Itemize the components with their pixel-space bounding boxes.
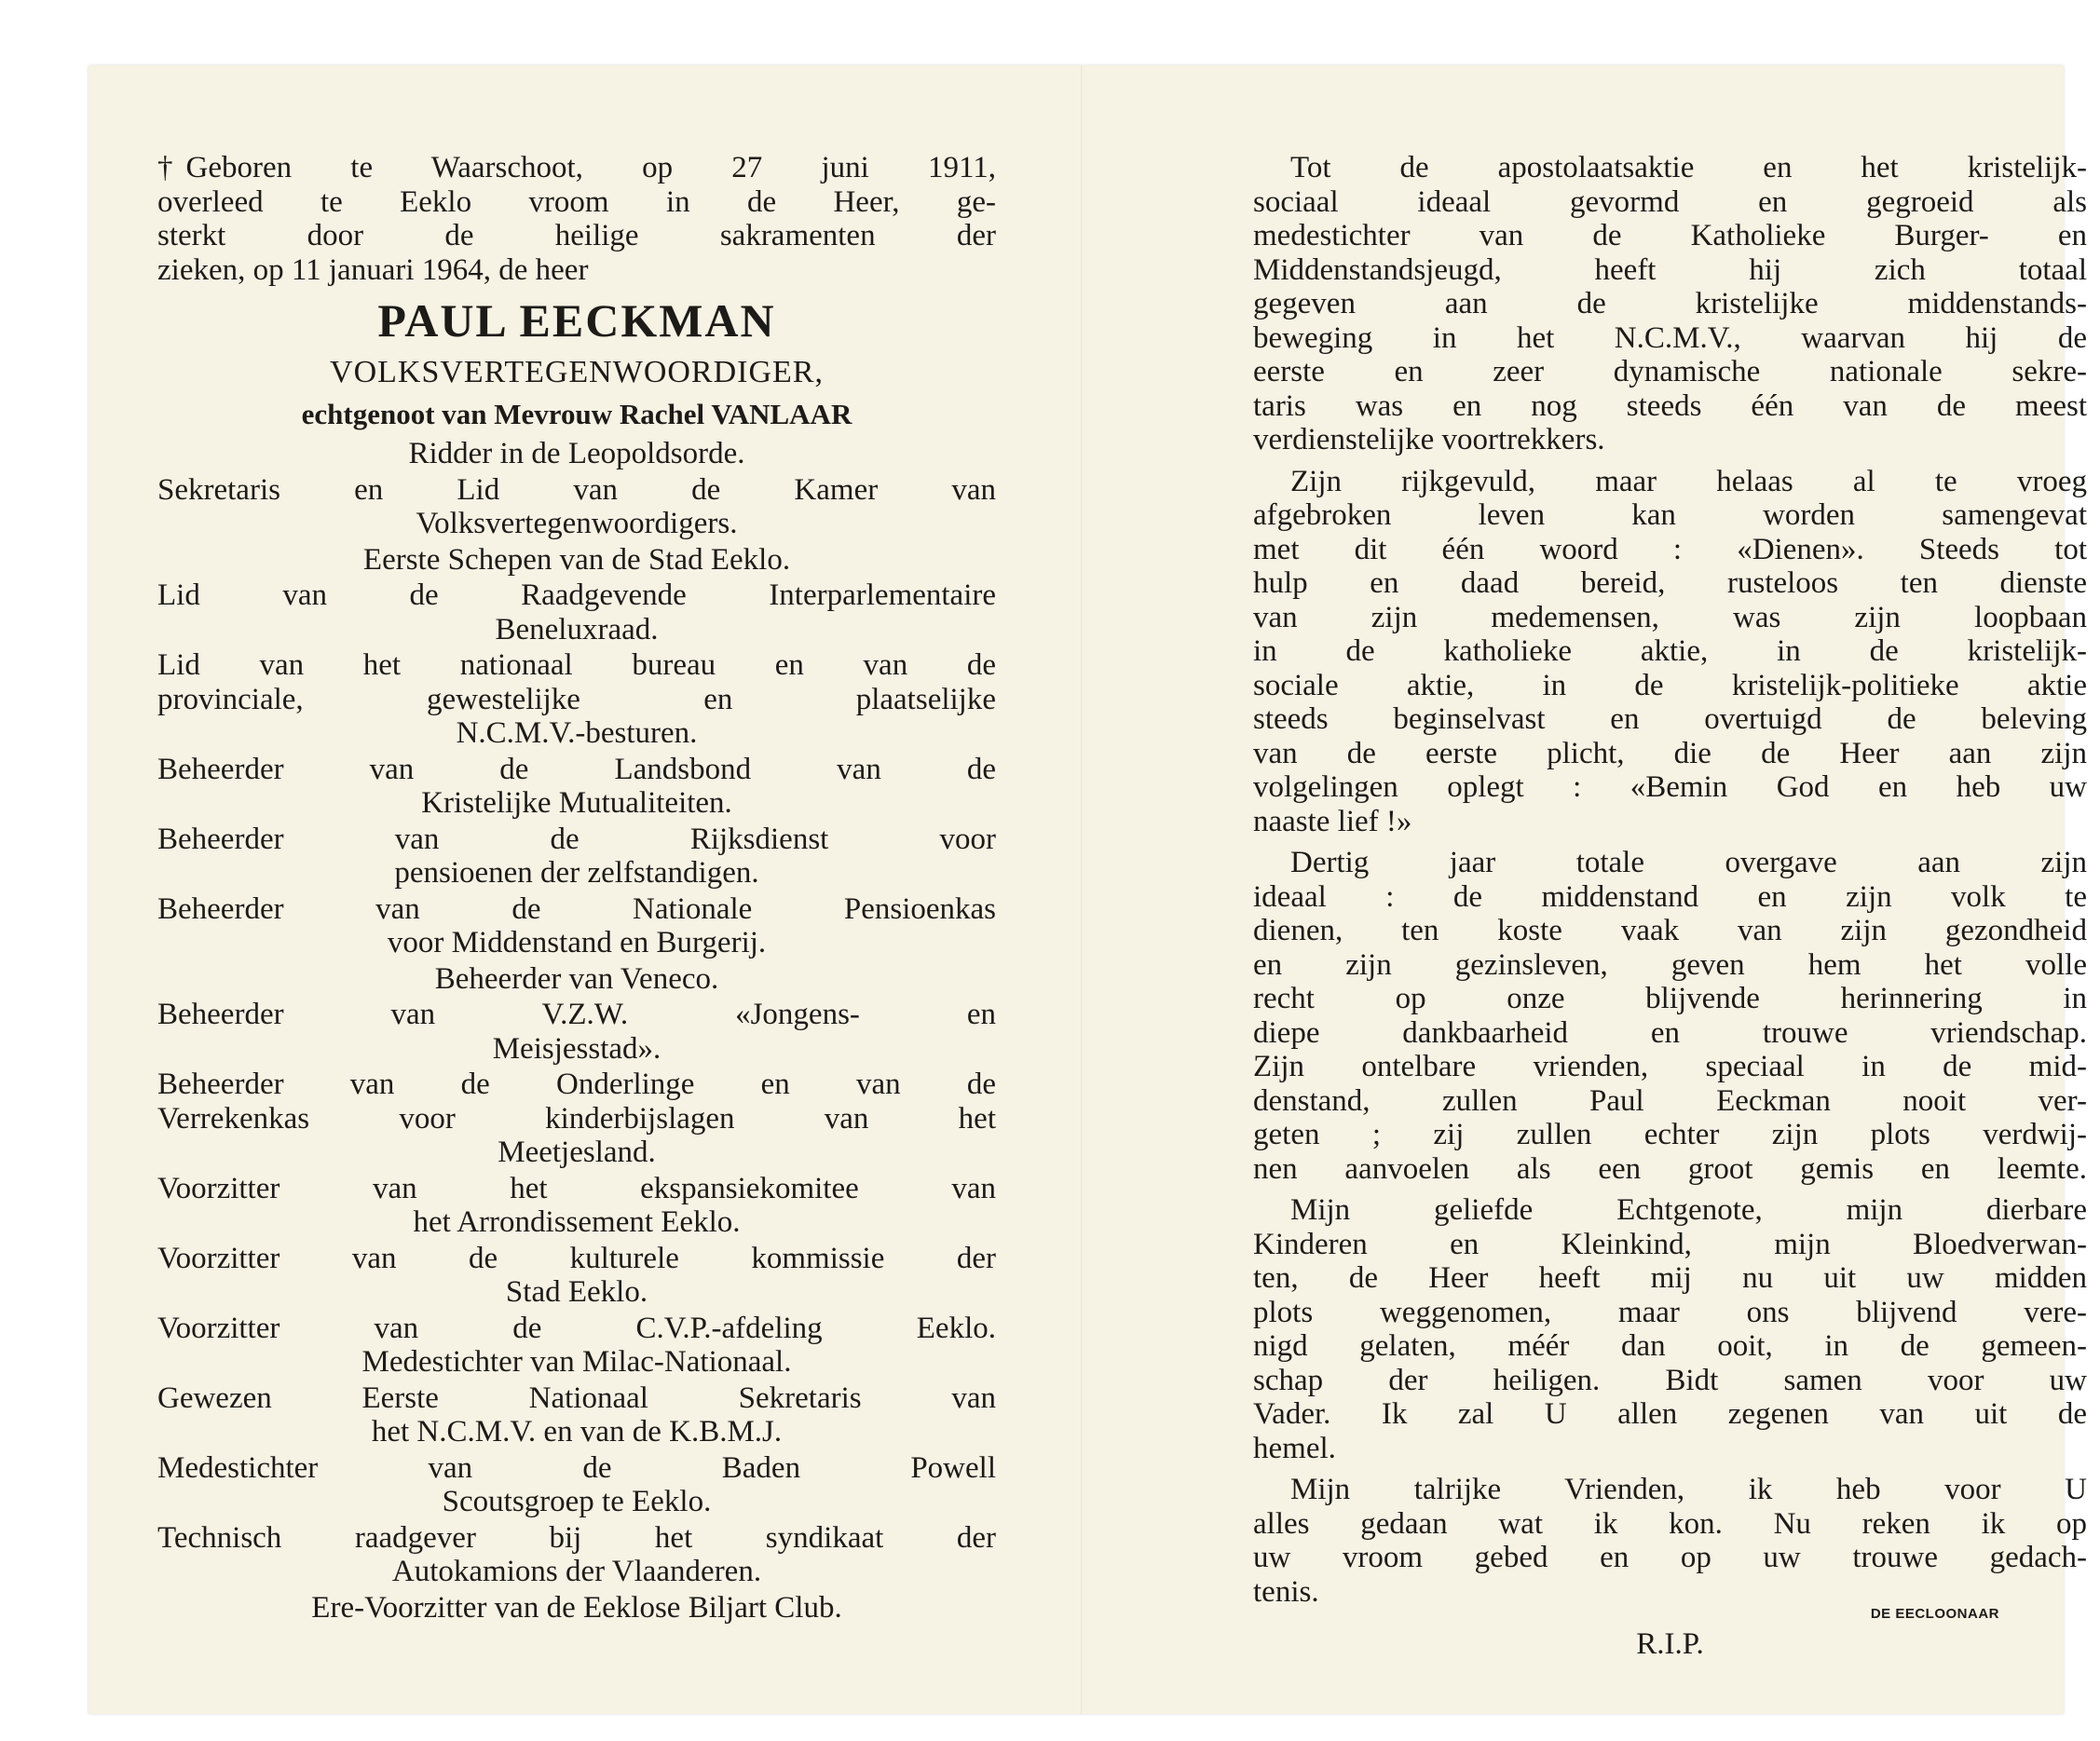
text-line: Voorzitter van de C.V.P.-afdeling Eeklo. <box>157 1311 996 1345</box>
text-line: sterkt door de heilige sakramenten der <box>157 219 996 252</box>
text-line: overleed te Eeklo vroom in de Heer, ge- <box>157 184 996 219</box>
text-line: Ere-Voorzitter van de Eeklose Biljart Club. <box>311 1590 842 1625</box>
text-line <box>157 151 996 185</box>
function-item <box>157 753 996 821</box>
function-item <box>157 1591 996 1625</box>
text-line: alles gedaan wat ik kon. Nu reken ik op <box>1253 1506 2087 1541</box>
text-line: steeds beginselvast en overtuigd de beleving <box>1253 702 2087 736</box>
right-page-text <box>1253 151 2087 1662</box>
eulogy-paragraphs <box>1253 151 2087 1609</box>
text-line: N.C.M.V.-besturen. <box>456 716 698 750</box>
text-line: nigd gelaten, méér dan ooit, in de gemeen- <box>1253 1329 2087 1363</box>
function-item <box>157 1312 996 1380</box>
text-line: Voorzitter van het ekspansiekomitee van <box>157 1171 996 1205</box>
rip-text: R.I.P. <box>1636 1627 1704 1661</box>
text-line: Voorzitter van de kulturele kommissie der <box>157 1241 996 1275</box>
text-line: Lid van het nationaal bureau en van de <box>157 648 996 682</box>
function-item <box>157 1381 996 1449</box>
printer-mark: DE EECLOONAAR <box>1870 1606 1999 1622</box>
text-line: nen aanvoelen als een groot gemis en leemte. <box>1253 1151 2087 1186</box>
eulogy-paragraph <box>1253 846 2087 1186</box>
function-item <box>157 1068 996 1170</box>
text-line: verdienstelijke voortrekkers. <box>1253 423 1605 456</box>
function-item <box>157 998 996 1066</box>
function-item <box>157 1242 996 1310</box>
text-line: tenis. <box>1253 1574 1319 1609</box>
text-line: Mijn geliefde Echtgenote, mijn dierbare <box>1290 1193 2087 1227</box>
memorial-card <box>89 65 2087 1714</box>
text-line: Lid van de Raadgevende Interparlementaire <box>157 578 996 612</box>
text-line: ten, de Heer heeft mij nu uit uw midden <box>1253 1261 2087 1295</box>
text-line: voor Middenstand en Burgerij. <box>387 926 767 959</box>
text-line: Zijn rijkgevuld, maar helaas al te vroeg <box>1290 464 2087 498</box>
text-line: Volksvertegenwoordigers. <box>416 507 738 540</box>
function-item <box>157 1451 996 1519</box>
text-line: van zijn medemensen, was zijn loopbaan <box>1253 600 2087 634</box>
text-line: beweging in het N.C.M.V., waarvan hij de <box>1253 320 2087 355</box>
text-line: plots weggenomen, maar ons blijvend vere- <box>1253 1295 2087 1329</box>
text-line: Meisjesstad». <box>492 1031 661 1066</box>
text-line: Beheerder van Veneco. <box>434 961 719 996</box>
text-line: Kristelijke Mutualiteiten. <box>421 786 732 820</box>
text-line: Sekretaris en Lid van de Kamer van <box>157 472 996 507</box>
text-line: dienen, ten koste vaak van zijn gezondheid <box>1253 914 2087 947</box>
text-line: eerste en zeer dynamische nationale sekre- <box>1253 355 2087 388</box>
text-line: het N.C.M.V. en van de K.B.M.J. <box>371 1415 783 1449</box>
text-line: taris was en nog steeds één van de meest <box>1253 388 2087 423</box>
center-fold <box>1081 65 1083 1714</box>
eulogy-paragraph <box>1253 1473 2087 1609</box>
text-line: Beheerder van de Onderlinge en van de <box>157 1068 996 1101</box>
text-line: Scoutsgroep te Eeklo. <box>442 1485 712 1518</box>
spouse-line: echtgenoot van Mevrouw Rachel VANLAAR <box>301 397 852 430</box>
text-line: Beneluxraad. <box>495 612 659 646</box>
text-line: Ridder in de Leopoldsorde. <box>408 437 745 470</box>
text-line: sociaal ideaal gevormd en gegroeid als <box>1253 184 2087 219</box>
text-line: provinciale, gewestelijke en plaatselijke <box>157 682 996 716</box>
eulogy-paragraph <box>1253 1193 2087 1465</box>
text-line: diepe dankbaarheid en trouwe vriendschap. <box>1253 1015 2087 1050</box>
text-line: Beheerder van V.Z.W. «Jongens- en <box>157 998 996 1031</box>
text-line: Vader. Ik zal U allen zegenen van uit de <box>1253 1397 2087 1431</box>
text-line: Stad Eeklo. <box>505 1275 648 1309</box>
cross-icon: † <box>157 151 173 184</box>
function-item <box>157 473 996 541</box>
left-page-text <box>157 151 996 1625</box>
text-line: zieken, op 11 januari 1964, de heer <box>157 252 589 287</box>
text-line: Gewezen Eerste Nationaal Sekretaris van <box>157 1381 996 1415</box>
text-line: gegeven aan de kristelijke middenstands- <box>1253 287 2087 320</box>
eulogy-paragraph <box>1253 151 2087 457</box>
function-item <box>157 1521 996 1589</box>
text-line: Kinderen en Kleinkind, mijn Bloedverwan- <box>1253 1227 2087 1261</box>
text-line: Mijn talrijke Vrienden, ik heb voor U <box>1290 1473 2087 1506</box>
text-line: Beheerder van de Landsbond van de <box>157 752 996 786</box>
text-line: Meetjesland. <box>498 1136 656 1169</box>
text-line: geten ; zij zullen echter zijn plots verdwij- <box>1253 1118 2087 1151</box>
function-item <box>157 648 996 751</box>
deceased-title: VOLKSVERTEGENWOORDIGER, <box>330 355 824 389</box>
text-line: het Arrondissement Eeklo. <box>413 1205 741 1239</box>
eulogy-paragraph <box>1253 465 2087 839</box>
text-line: Middenstandsjeugd, heeft hij zich totaal <box>1253 252 2087 287</box>
text-line: Beheerder van de Rijksdienst voor <box>157 822 996 856</box>
text-line: uw vroom gebed en op uw trouwe gedach- <box>1253 1541 2087 1574</box>
text-line: afgebroken leven kan worden samengevat <box>1253 498 2087 532</box>
text-line: Tot de apostolaatsaktie en het kristelijk- <box>1290 151 2087 184</box>
function-item <box>157 892 996 960</box>
deceased-name: PAUL EECKMAN <box>377 294 776 347</box>
text-line: Autokamions der Vlaanderen. <box>391 1555 762 1588</box>
text-line: volgelingen oplegt : «Bemin God en heb uw <box>1253 770 2087 804</box>
text-line: hemel. <box>1253 1431 1336 1465</box>
function-item <box>157 543 996 578</box>
function-item <box>157 962 996 997</box>
text-line: in de katholieke aktie, in de kristelijk- <box>1253 634 2087 668</box>
text-line: Eerste Schepen van de Stad Eeklo. <box>362 542 791 577</box>
text-line: Beheerder van de Nationale Pensioenkas <box>157 891 996 926</box>
text-line: sociale aktie, in de kristelijk-politieke aktie <box>1253 668 2087 702</box>
intro-paragraph <box>157 151 996 287</box>
function-item <box>157 437 996 471</box>
text-line: Medestichter van de Baden Powell <box>157 1450 996 1485</box>
text-line: Technisch raadgever bij het syndikaat der <box>157 1520 996 1555</box>
function-item <box>157 823 996 891</box>
text-line: en zijn gezinsleven, geven hem het volle <box>1253 947 2087 982</box>
text-line: hulp en daad bereid, rusteloos ten dienste <box>1253 566 2087 600</box>
function-item <box>157 1172 996 1240</box>
text-line: schap der heiligen. Bidt samen voor uw <box>1253 1363 2087 1397</box>
text-line: naaste lief !» <box>1253 804 1412 838</box>
text-line: Medestichter van Milac-Nationaal. <box>361 1345 792 1379</box>
intro-first-line: Geboren te Waarschoot, op 27 juni 1911, <box>185 151 996 184</box>
text-line: met dit één woord : «Dienen». Steeds tot <box>1253 532 2087 566</box>
text-line: van de eerste plicht, die de Heer aan zijn <box>1253 736 2087 770</box>
text-line: recht op onze blijvende herinnering in <box>1253 982 2087 1015</box>
text-line: Dertig jaar totale overgave aan zijn <box>1290 846 2087 879</box>
text-line: denstand, zullen Paul Eeckman nooit ver- <box>1253 1083 2087 1118</box>
text-line: Verrekenkas voor kinderbijslagen van het <box>157 1101 996 1136</box>
text-line: pensioenen der zelfstandigen. <box>394 856 759 890</box>
function-item <box>157 578 996 646</box>
text-line: medestichter van de Katholieke Burger- en <box>1253 219 2087 252</box>
text-line: Zijn ontelbare vrienden, speciaal in de mid- <box>1253 1050 2087 1083</box>
functions-list <box>157 437 996 1625</box>
text-line: ideaal : de middenstand en zijn volk te <box>1253 879 2087 914</box>
